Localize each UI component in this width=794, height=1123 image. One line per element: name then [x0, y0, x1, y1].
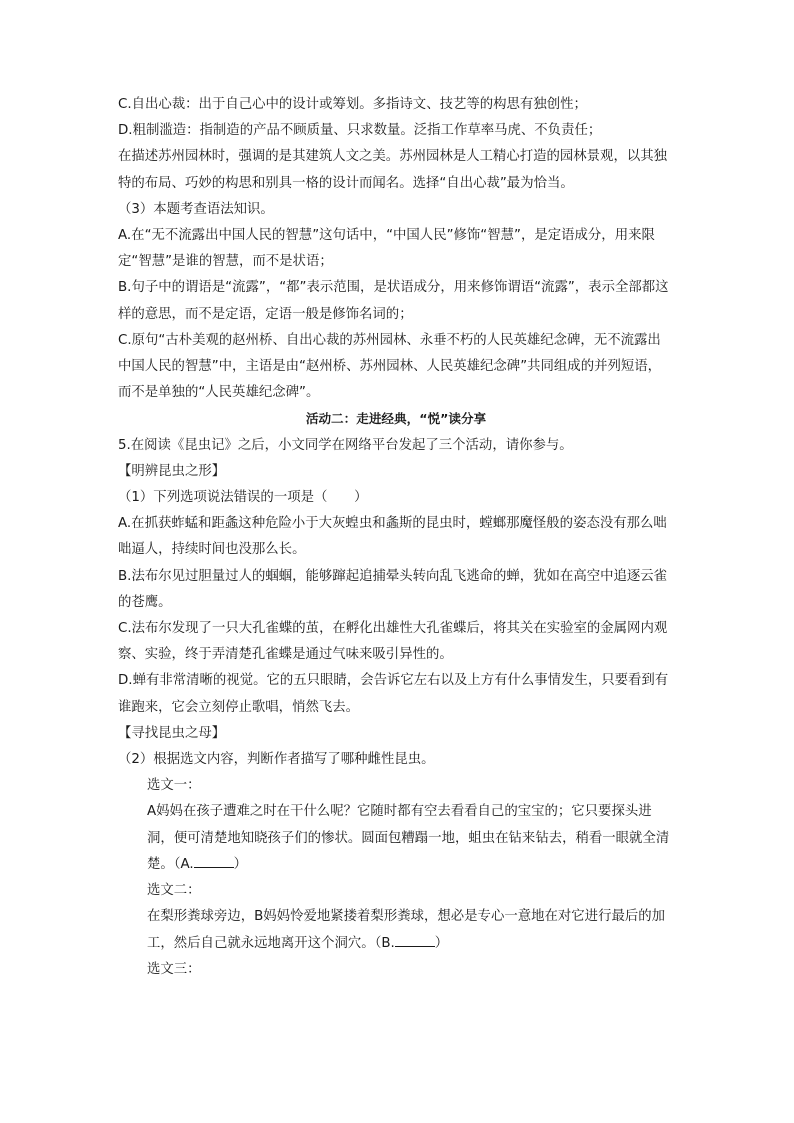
- choice-option-a: A.在抓获蚱蜢和距螽这种危险小于大灰蝗虫和螽斯的昆虫时，螳螂那魔怪般的姿态没有那么咄咄逼人，持续时间也没那么长。: [118, 516, 667, 558]
- explanation-line-d: D.粗制滥造：指制造的产品不顾质量、只求数量。泛指工作草率马虎、不负责任；: [118, 123, 602, 139]
- passage-1-label: 选文一：: [147, 778, 201, 794]
- explanation-line-c: C.自出心裁：出于自己心中的设计或筹划。多指诗文、技艺等的构思有独创性；: [118, 97, 587, 112]
- grammar-option-b: B.句子中的谓语是“流露”，“都”表示范围，是状语成分，用来修饰谓语“流露”，表示全部都这样的意思，而不是定语，定语一般是修饰名词的；: [118, 280, 669, 322]
- question-5-2: （2）根据选文内容，判断作者描写了哪种雌性昆虫。: [118, 752, 435, 768]
- question-5: 5.在阅读《昆虫记》之后，小文同学在网络平台发起了三个活动，请你参与。: [118, 437, 573, 453]
- passage-2: [118, 904, 674, 956]
- passage-2-end: ）: [434, 935, 449, 951]
- answer-blank-a[interactable]: [194, 853, 234, 868]
- answer-blank-b[interactable]: [395, 932, 435, 947]
- section-heading-shape: 【明辨昆虫之形】: [118, 463, 226, 479]
- question-5-1: （1）下列选项说法错误的一项是（ ）: [118, 490, 368, 506]
- section-heading-mother: 【寻找昆虫之母】: [118, 725, 226, 741]
- choice-option-d: D.蝉有非常清晰的视觉。它的五只眼睛，会告诉它左右以及上方有什么事情发生，只要看到有谁跑来，它会立刻停止歌唱，悄然飞去。: [118, 673, 669, 715]
- passage-2-label: 选文二：: [147, 883, 201, 899]
- passage-1-end: ）: [233, 856, 248, 872]
- passage-2-text: 在梨形粪球旁边，B妈妈怜爱地紧搂着梨形粪球，想必是专心一意地在对它进行最后的加工，然后自己就永远地离开这个洞穴。（B.: [147, 909, 666, 951]
- question-3-heading: （3）本题考查语法知识。: [118, 201, 274, 217]
- grammar-option-a: A.在“无不流露出中国人民的智慧”这句话中，“中国人民”修饰“智慧”，是定语成分，用来限定“智慧”是谁的智慧，而不是状语；: [118, 228, 655, 270]
- choice-option-b: B.法布尔见过胆量过人的蝈蝈，能够蹿起追捕晕头转向乱飞逃命的蝉，犹如在高空中追逐云雀的苍鹰。: [118, 568, 668, 610]
- choice-option-c: C.法布尔发现了一只大孔雀蝶的茧，在孵化出雄性大孔雀蝶后，将其关在实验室的金属网内观察、实验，终于弄清楚孔雀蝶是通过气味来吸引异性的。: [118, 621, 668, 663]
- passage-1: [118, 799, 674, 878]
- document-body: [118, 92, 674, 983]
- explanation-summary: 在描述苏州园林时，强调的是其建筑人文之美。苏州园林是人工精心打造的园林景观，以其独特的布局、巧妙的构思和别具一格的设计而闻名。选择“自出心裁”最为恰当。: [118, 149, 668, 191]
- activity-title: 活动二：走进经典，“悦”读分享: [305, 411, 487, 427]
- passage-1-text: A妈妈在孩子遭难之时在干什么呢？它随时都有空去看看自己的宝宝的；它只要探头进洞，便可清楚地知晓孩子们的惨状。圆面包糟蹋一地，蛆虫在钻来钻去，稍看一眼就全清楚。（A.: [147, 804, 670, 872]
- grammar-option-c: C.原句“古朴美观的赵州桥、自出心裁的苏州园林、永垂不朽的人民英雄纪念碑，无不流露出中国人民的智慧”中，主语是由“赵州桥、苏州园林、人民英雄纪念碑”共同组成的并列短语，而不是单独的“人民英雄纪念碑”。: [118, 332, 662, 401]
- passage-3-label: 选文三：: [147, 961, 201, 977]
